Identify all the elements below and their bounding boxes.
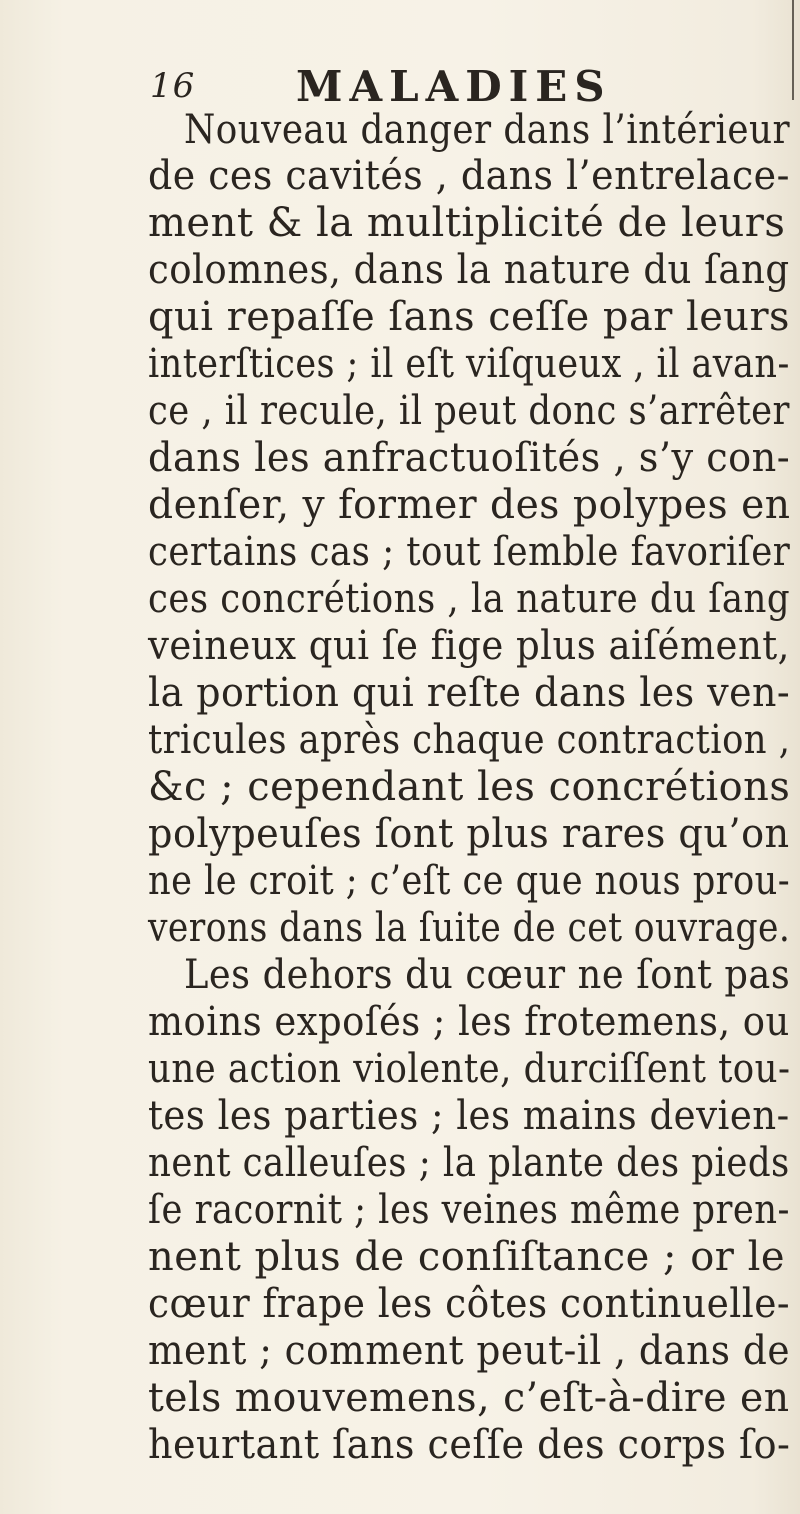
text-line: dans les anfractuoſités , s’y con- (148, 435, 791, 481)
text-line: nent plus de conſiſtance ; or le (148, 1234, 786, 1280)
text-line: certains cas ; tout ſemble favoriſer (148, 529, 791, 575)
text-line: la portion qui reſte dans les ven- (148, 670, 791, 716)
text-line: colomnes, dans la nature du ſang (148, 247, 790, 293)
text-line: interſtices ; il eſt viſqueux , il avan- (148, 341, 790, 387)
text-line: tels mouvemens, c’eſt-à-dire en (148, 1375, 790, 1421)
text-line: nent calleuſes ; la plante des pieds (148, 1140, 790, 1186)
running-head: MALADIES (296, 62, 612, 111)
text-line: ment ; comment peut-il , dans de (148, 1328, 790, 1374)
text-line: ment & la multiplicité de leurs (148, 200, 786, 246)
text-line: ne le croit ; c’eſt ce que nous prou- (148, 858, 791, 904)
text-line: cœur frape les côtes continuelle- (148, 1281, 791, 1327)
text-line: veineux qui ſe fige plus aiſément, (148, 623, 790, 669)
text-line: Les dehors du cœur ne ſont pas (184, 952, 791, 998)
text-line: une action violente, durciſſent tou- (148, 1046, 791, 1092)
text-line: qui repaſſe ſans ceſſe par leurs (148, 294, 791, 340)
text-line: tricules après chaque contraction , (148, 717, 791, 763)
text-line: polypeuſes ſont plus rares qu’on (148, 811, 790, 857)
text-line: denſer, y former des polypes en (148, 482, 791, 528)
text-line: de ces cavités , dans l’entrelace- (148, 153, 790, 199)
text-line: ces concrétions , la nature du ſang (148, 576, 791, 622)
text-line: heurtant ſans ceſſe des corps ſo- (148, 1422, 791, 1468)
text-line: tes les parties ; les mains devien- (148, 1093, 790, 1139)
text-line: moins expoſés ; les frotemens, ou (148, 999, 790, 1045)
text-line: Nouveau danger dans l’intérieur (184, 107, 790, 153)
text-line: ce , il recule, il peut donc s’arrêter (148, 388, 790, 434)
text-line: ſe racornit ; les veines même pren- (148, 1187, 790, 1233)
text-line: verons dans la ſuite de cet ouvrage. (148, 905, 791, 951)
page-number: 16 (150, 66, 196, 106)
text-line: &c ; cependant les concrétions (148, 764, 791, 810)
